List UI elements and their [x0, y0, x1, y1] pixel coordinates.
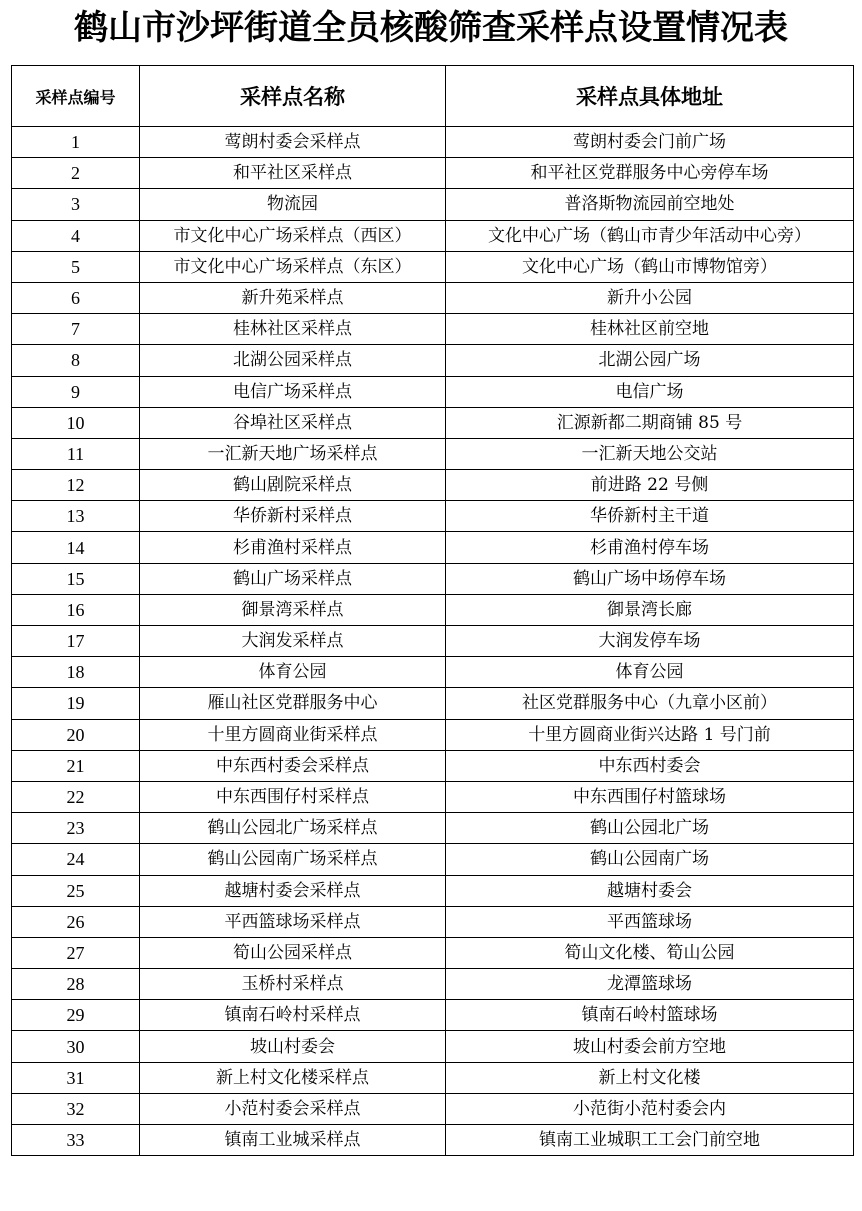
table-row	[12, 657, 854, 688]
site-name-cell: 莺朗村委会采样点	[140, 127, 446, 158]
site-name-cell: 一汇新天地广场采样点	[140, 438, 446, 469]
table-row	[12, 906, 854, 937]
site-address-cell: 电信广场	[446, 376, 854, 407]
site-number-cell: 4	[12, 220, 140, 251]
site-number-cell: 15	[12, 563, 140, 594]
site-number-cell: 33	[12, 1125, 140, 1156]
table-row	[12, 688, 854, 719]
site-name-cell: 杉甫渔村采样点	[140, 532, 446, 563]
site-address-cell: 平西篮球场	[446, 906, 854, 937]
site-number-cell: 16	[12, 594, 140, 625]
table-row	[12, 407, 854, 438]
site-address-cell: 中东西围仔村篮球场	[446, 781, 854, 812]
site-number-cell: 29	[12, 1000, 140, 1031]
site-number-cell: 13	[12, 501, 140, 532]
site-number-cell: 31	[12, 1062, 140, 1093]
table-row	[12, 875, 854, 906]
site-number-cell: 23	[12, 813, 140, 844]
site-number-cell: 18	[12, 657, 140, 688]
table-row	[12, 937, 854, 968]
site-name-cell: 镇南工业城采样点	[140, 1125, 446, 1156]
site-address-cell: 北湖公园广场	[446, 345, 854, 376]
header-site-address: 采样点具体地址	[446, 66, 854, 127]
table-row	[12, 189, 854, 220]
site-number-cell: 25	[12, 875, 140, 906]
table-row	[12, 563, 854, 594]
site-name-cell: 小范村委会采样点	[140, 1093, 446, 1124]
table-row	[12, 1125, 854, 1156]
sampling-sites-table	[11, 65, 854, 1156]
site-address-cell: 十里方圆商业街兴达路 1 号门前	[446, 719, 854, 750]
table-row	[12, 376, 854, 407]
site-name-cell: 体育公园	[140, 657, 446, 688]
site-address-cell: 鹤山广场中场停车场	[446, 563, 854, 594]
site-name-cell: 新上村文化楼采样点	[140, 1062, 446, 1093]
table-row	[12, 719, 854, 750]
site-name-cell: 新升苑采样点	[140, 282, 446, 313]
header-site-number: 采样点编号	[12, 66, 140, 127]
table-row	[12, 750, 854, 781]
site-number-cell: 24	[12, 844, 140, 875]
site-name-cell: 北湖公园采样点	[140, 345, 446, 376]
site-name-cell: 谷埠社区采样点	[140, 407, 446, 438]
site-number-cell: 1	[12, 127, 140, 158]
site-number-cell: 2	[12, 158, 140, 189]
site-address-cell: 大润发停车场	[446, 626, 854, 657]
table-row	[12, 127, 854, 158]
table-row	[12, 781, 854, 812]
site-address-cell: 前进路 22 号侧	[446, 470, 854, 501]
site-number-cell: 22	[12, 781, 140, 812]
site-number-cell: 30	[12, 1031, 140, 1062]
site-number-cell: 12	[12, 470, 140, 501]
site-address-cell: 中东西村委会	[446, 750, 854, 781]
site-name-cell: 市文化中心广场采样点（西区）	[140, 220, 446, 251]
site-address-cell: 小范街小范村委会内	[446, 1093, 854, 1124]
site-address-cell: 和平社区党群服务中心旁停车场	[446, 158, 854, 189]
site-address-cell: 越塘村委会	[446, 875, 854, 906]
site-address-cell: 社区党群服务中心（九章小区前）	[446, 688, 854, 719]
site-address-cell: 镇南工业城职工工会门前空地	[446, 1125, 854, 1156]
site-name-cell: 越塘村委会采样点	[140, 875, 446, 906]
site-number-cell: 8	[12, 345, 140, 376]
table-row	[12, 594, 854, 625]
site-address-cell: 文化中心广场（鹤山市博物馆旁）	[446, 251, 854, 282]
site-address-cell: 体育公园	[446, 657, 854, 688]
site-address-cell: 文化中心广场（鹤山市青少年活动中心旁）	[446, 220, 854, 251]
site-address-cell: 镇南石岭村篮球场	[446, 1000, 854, 1031]
site-name-cell: 华侨新村采样点	[140, 501, 446, 532]
table-row	[12, 626, 854, 657]
site-name-cell: 十里方圆商业街采样点	[140, 719, 446, 750]
site-address-cell: 普洛斯物流园前空地处	[446, 189, 854, 220]
table-row	[12, 501, 854, 532]
site-name-cell: 御景湾采样点	[140, 594, 446, 625]
site-number-cell: 19	[12, 688, 140, 719]
table-header	[12, 66, 854, 127]
site-name-cell: 市文化中心广场采样点（东区）	[140, 251, 446, 282]
header-row	[12, 66, 854, 127]
site-number-cell: 10	[12, 407, 140, 438]
site-name-cell: 鹤山剧院采样点	[140, 470, 446, 501]
site-number-cell: 32	[12, 1093, 140, 1124]
table-row	[12, 158, 854, 189]
site-number-cell: 27	[12, 937, 140, 968]
table-body	[12, 127, 854, 1156]
site-name-cell: 鹤山广场采样点	[140, 563, 446, 594]
site-name-cell: 电信广场采样点	[140, 376, 446, 407]
site-address-cell: 莺朗村委会门前广场	[446, 127, 854, 158]
site-number-cell: 7	[12, 314, 140, 345]
site-address-cell: 杉甫渔村停车场	[446, 532, 854, 563]
site-number-cell: 26	[12, 906, 140, 937]
site-name-cell: 和平社区采样点	[140, 158, 446, 189]
table-row	[12, 438, 854, 469]
table-row	[12, 1031, 854, 1062]
site-number-cell: 20	[12, 719, 140, 750]
site-address-cell: 鹤山公园北广场	[446, 813, 854, 844]
site-number-cell: 17	[12, 626, 140, 657]
table-row	[12, 844, 854, 875]
site-address-cell: 一汇新天地公交站	[446, 438, 854, 469]
site-address-cell: 鹤山公园南广场	[446, 844, 854, 875]
site-address-cell: 新升小公园	[446, 282, 854, 313]
site-address-cell: 御景湾长廊	[446, 594, 854, 625]
site-name-cell: 坡山村委会	[140, 1031, 446, 1062]
table-row	[12, 1093, 854, 1124]
table-row	[12, 470, 854, 501]
site-number-cell: 11	[12, 438, 140, 469]
site-name-cell: 镇南石岭村采样点	[140, 1000, 446, 1031]
table-row	[12, 1062, 854, 1093]
header-site-name: 采样点名称	[140, 66, 446, 127]
table-row	[12, 813, 854, 844]
table-row	[12, 314, 854, 345]
site-number-cell: 6	[12, 282, 140, 313]
site-name-cell: 桂林社区采样点	[140, 314, 446, 345]
site-address-cell: 桂林社区前空地	[446, 314, 854, 345]
document-title: 鹤山市沙坪街道全员核酸筛查采样点设置情况表	[74, 8, 788, 48]
site-name-cell: 大润发采样点	[140, 626, 446, 657]
table-row	[12, 532, 854, 563]
table-row	[12, 345, 854, 376]
site-name-cell: 平西篮球场采样点	[140, 906, 446, 937]
site-number-cell: 3	[12, 189, 140, 220]
site-address-cell: 龙潭篮球场	[446, 969, 854, 1000]
site-address-cell: 华侨新村主干道	[446, 501, 854, 532]
table-row	[12, 969, 854, 1000]
table-row	[12, 282, 854, 313]
site-name-cell: 中东西围仔村采样点	[140, 781, 446, 812]
site-number-cell: 21	[12, 750, 140, 781]
site-number-cell: 5	[12, 251, 140, 282]
site-name-cell: 物流园	[140, 189, 446, 220]
site-address-cell: 新上村文化楼	[446, 1062, 854, 1093]
site-address-cell: 筍山文化楼、筍山公园	[446, 937, 854, 968]
site-name-cell: 雁山社区党群服务中心	[140, 688, 446, 719]
site-address-cell: 坡山村委会前方空地	[446, 1031, 854, 1062]
site-name-cell: 中东西村委会采样点	[140, 750, 446, 781]
site-name-cell: 玉桥村采样点	[140, 969, 446, 1000]
site-name-cell: 鹤山公园南广场采样点	[140, 844, 446, 875]
site-address-cell: 汇源新都二期商铺 85 号	[446, 407, 854, 438]
site-name-cell: 鹤山公园北广场采样点	[140, 813, 446, 844]
site-name-cell: 筍山公园采样点	[140, 937, 446, 968]
table-row	[12, 251, 854, 282]
table-row	[12, 220, 854, 251]
site-number-cell: 14	[12, 532, 140, 563]
site-number-cell: 9	[12, 376, 140, 407]
table-row	[12, 1000, 854, 1031]
site-number-cell: 28	[12, 969, 140, 1000]
